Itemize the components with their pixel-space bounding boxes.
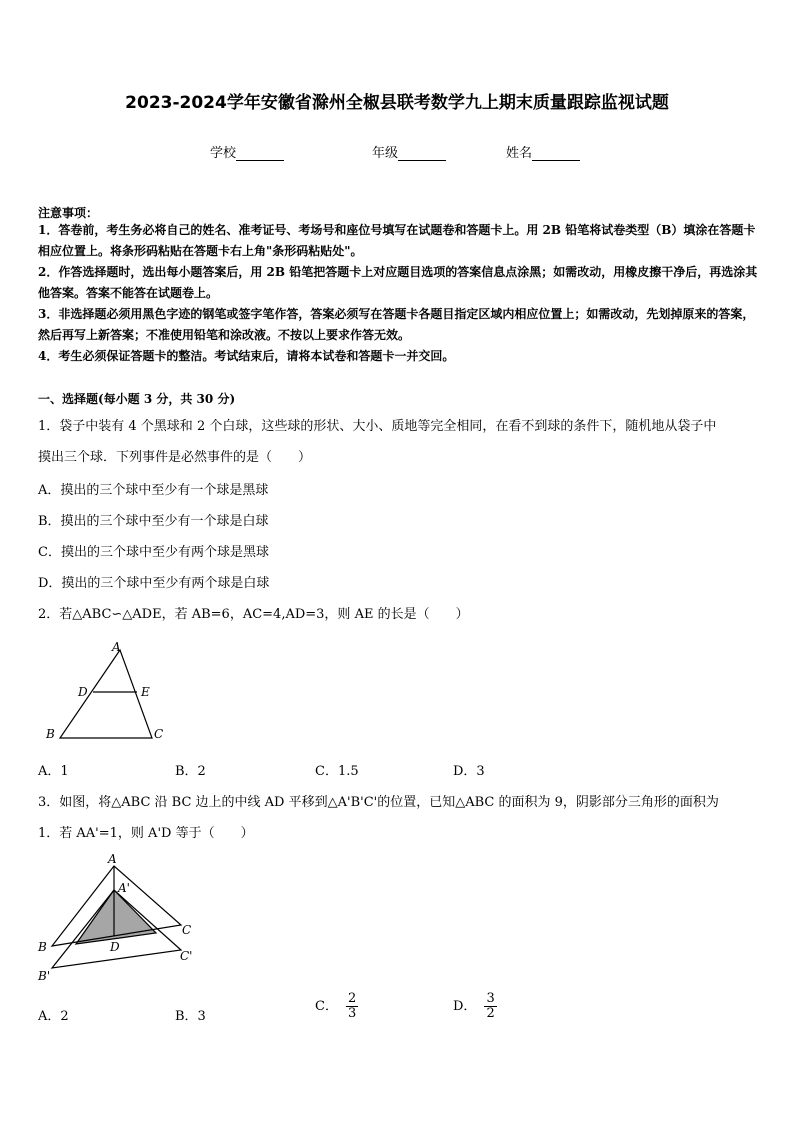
q1-option-c: C．摸出的三个球中至少有两个球是黑球 bbox=[38, 545, 269, 560]
q3-option-d bbox=[453, 992, 497, 1021]
q3-option-b: B．3 bbox=[175, 1009, 206, 1024]
fraction-denominator: 2 bbox=[486, 1006, 495, 1021]
label-d: D bbox=[78, 685, 88, 699]
section-heading: 一、选择题(每小题 3 分，共 30 分) bbox=[38, 392, 236, 406]
q1-option-a: A．摸出的三个球中至少有一个球是黑球 bbox=[38, 483, 269, 498]
label-b-prime: B' bbox=[38, 969, 51, 983]
label-c: C bbox=[154, 727, 164, 741]
note-item: 2．作答选择题时，选出每小题答案后，用 2B 铅笔把答题卡上对应题目选项的答案信息点涂黑；如需改动，用橡皮擦干净后，再选涂其他答案。答案不能答在试题卷上。 bbox=[38, 265, 758, 300]
name-field bbox=[506, 142, 580, 161]
q3-stem-line2: 1．若 AA'=1，则 A'D 等于（ ） bbox=[38, 826, 254, 841]
school-label: 学校 bbox=[210, 146, 237, 161]
q1-option-b: B．摸出的三个球中至少有一个球是白球 bbox=[38, 514, 269, 529]
q2-triangle-figure bbox=[40, 638, 180, 748]
school-blank bbox=[236, 147, 284, 161]
label-c: C bbox=[182, 923, 192, 937]
q1-option-d: D．摸出的三个球中至少有两个球是白球 bbox=[38, 576, 270, 591]
grade-field bbox=[372, 142, 446, 161]
fraction-numerator: 2 bbox=[347, 991, 357, 1006]
label-a: A bbox=[108, 852, 117, 866]
q3-option-c-label: C． bbox=[315, 999, 338, 1014]
q3-option-a: A．2 bbox=[38, 1009, 69, 1024]
name-label: 姓名 bbox=[506, 146, 533, 161]
q1-stem-line2: 摸出三个球．下列事件是必然事件的是（ ） bbox=[38, 450, 312, 465]
q3-translation-figure bbox=[34, 850, 204, 985]
q2-option-c: C．1.5 bbox=[315, 764, 359, 779]
q3-option-c bbox=[315, 992, 358, 1021]
fraction-numerator: 3 bbox=[486, 991, 495, 1006]
q2-stem: 2．若△ABC∽△ADE，若 AB=6，AC=4,AD=3，则 AE 的长是（ ） bbox=[38, 607, 469, 622]
label-b: B bbox=[38, 940, 47, 954]
q2-option-d: D．3 bbox=[453, 764, 485, 779]
notes-heading: 注意事项： bbox=[38, 206, 99, 220]
label-e: E bbox=[141, 685, 150, 699]
fraction-two-thirds bbox=[346, 992, 358, 1021]
note-item: 1．答卷前，考生务必将自己的姓名、准考证号、考场号和座位号填写在试题卷和答题卡上。用 2B 铅笔将试卷类型（B）填涂在答题卡相应位置上。将条形码粘贴在答题卡右上角"条形码粘贴处"。 bbox=[38, 223, 756, 258]
q3-stem-line1: 3．如图，将△ABC 沿 BC 边上的中线 AD 平移到△A'B'C'的位置，已知△ABC 的面积为 9，阴影部分三角形的面积为 bbox=[38, 795, 719, 810]
fraction-three-halves bbox=[484, 992, 496, 1021]
label-b: B bbox=[46, 727, 55, 741]
q3-option-d-label: D． bbox=[453, 999, 477, 1014]
note-item: 4．考生必须保证答题卡的整洁。考试结束后，请将本试卷和答题卡一并交回。 bbox=[38, 349, 455, 363]
label-d: D bbox=[110, 940, 120, 954]
page-title: 2023-2024学年安徽省滁州全椒县联考数学九上期末质量跟踪监视试题 bbox=[125, 93, 669, 113]
fraction-denominator: 3 bbox=[347, 1006, 357, 1021]
triangle-abc bbox=[60, 650, 152, 738]
label-c-prime: C' bbox=[180, 949, 193, 963]
label-a-prime: A' bbox=[118, 881, 130, 895]
q2-option-b: B．2 bbox=[175, 764, 206, 779]
school-field bbox=[210, 142, 284, 161]
label-a: A bbox=[112, 640, 121, 654]
q2-option-a: A．1 bbox=[38, 764, 69, 779]
name-blank bbox=[532, 147, 580, 161]
grade-blank bbox=[398, 147, 446, 161]
grade-label: 年级 bbox=[372, 146, 399, 161]
q1-stem-line1: 1．袋子中装有 4 个黑球和 2 个白球，这些球的形状、大小、质地等完全相同，在看不到球的条件下，随机地从袋子中 bbox=[38, 419, 717, 434]
note-item: 3．非选择题必须用黑色字迹的钢笔或签字笔作答，答案必须写在答题卡各题目指定区域内相应位置上；如需改动，先划掉原来的答案，然后再写上新答案；不准使用铅笔和涂改液。不按以上要求作答无效。 bbox=[38, 307, 755, 342]
